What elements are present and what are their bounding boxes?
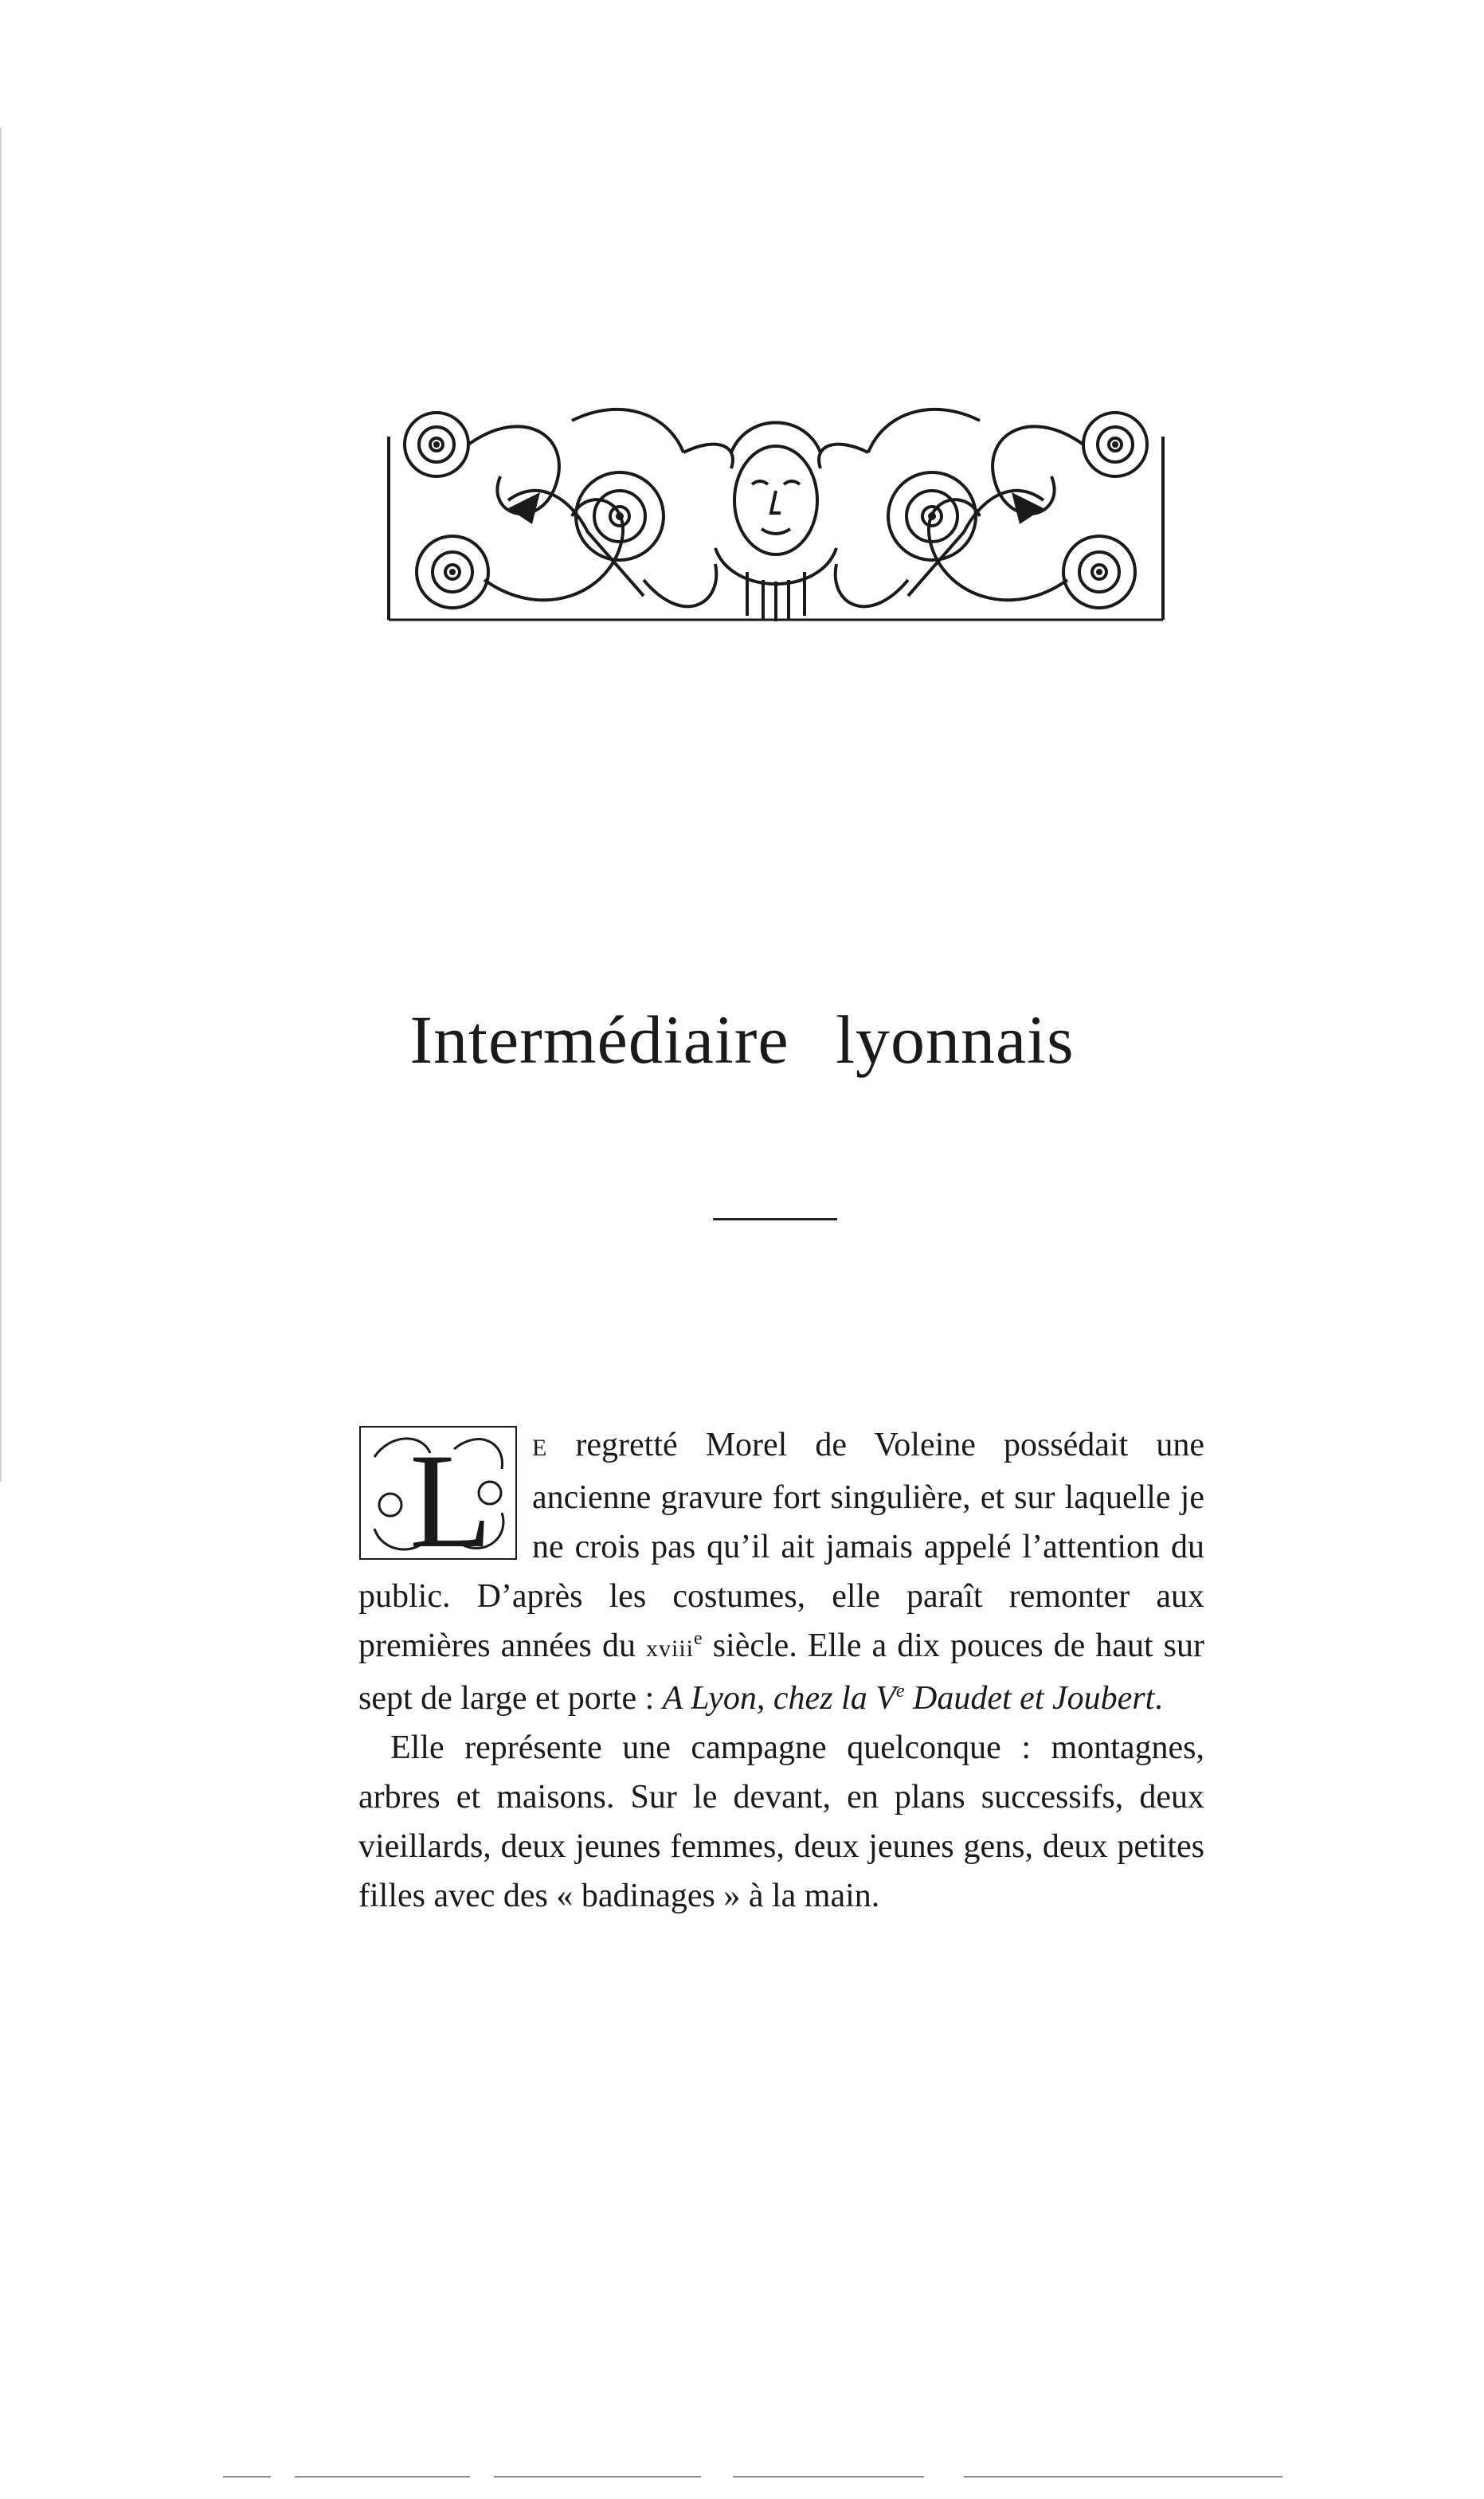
- century-numeral: xviii: [646, 1635, 695, 1662]
- footer-rule: [964, 2476, 1282, 2477]
- page-title: Intermédiaire lyonnais: [409, 1001, 1075, 1078]
- footer-rule: [295, 2476, 470, 2477]
- dropcap-letter: L: [409, 1426, 492, 1561]
- ornamental-headpiece: [381, 389, 1171, 628]
- footer-rule: [494, 2476, 701, 2477]
- headpiece-ornament-icon: [381, 389, 1171, 628]
- paragraph-2: Elle représente une campagne quelconque : montagnes, arbres et maisons. Sur le devant, en plans successifs, deux vieillards, deux jeunes femmes, deux jeunes gens, deux petites filles avec des « badinages » à la main.: [358, 1729, 1204, 1914]
- dropcap-continuation: E: [532, 1435, 548, 1461]
- paragraph-1-end: .: [1154, 1680, 1163, 1717]
- body-text: [358, 1420, 1204, 1921]
- footer-rules: [223, 2476, 1418, 2479]
- dropcap: [358, 1425, 518, 1561]
- page-edge: [0, 127, 2, 1482]
- imprint-italic-b: Daudet et Joubert: [904, 1680, 1155, 1717]
- paragraph-1-text-2: siècle. Elle a dix pouces de haut sur sept de large et porte :: [358, 1627, 1204, 1717]
- imprint-superscript: e: [895, 1681, 905, 1702]
- footer-rule: [223, 2476, 271, 2477]
- footer-rule: [733, 2476, 924, 2477]
- paragraph-1-text-1: regretté Morel de Voleine possédait une ancienne gravure fort singulière, et sur laquelle je ne crois pas qu’il ait jamais appelé l’attention du public. D’après les costumes, elle paraît remonter aux premières années du: [358, 1427, 1204, 1664]
- ornamental-dropcap-icon: [358, 1425, 518, 1561]
- title-rule: [713, 1218, 837, 1220]
- imprint-italic-a: A Lyon, chez la V: [662, 1680, 896, 1717]
- century-superscript: e: [694, 1628, 703, 1649]
